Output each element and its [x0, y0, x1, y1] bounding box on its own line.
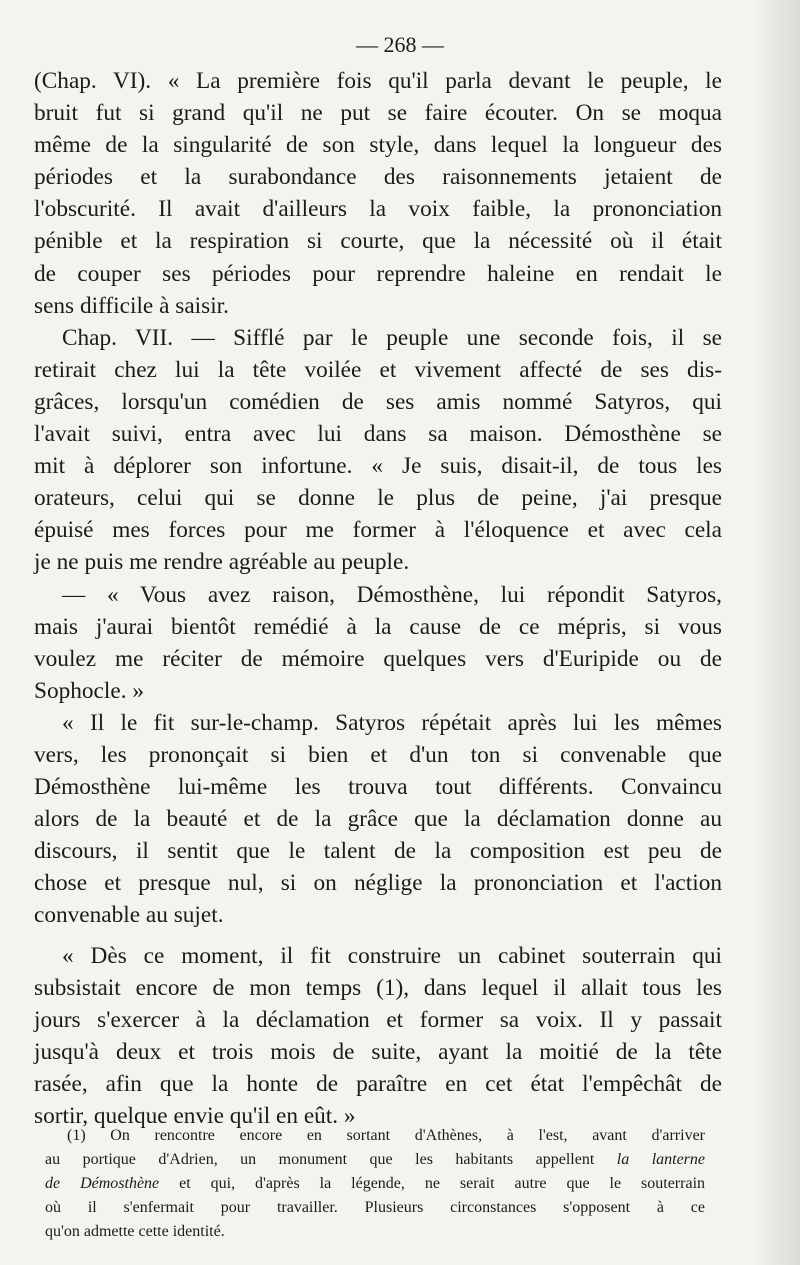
text-line: Chap. VII. — Sifflé par le peuple une seconde fois, il se	[62, 324, 722, 351]
text-line: bruit fut si grand qu'il ne put se faire écouter. On se moqua	[34, 100, 722, 127]
text-line: subsistait encore de mon temps (1), dans lequel il allait tous les	[34, 974, 722, 1001]
text-line: orateurs, celui qui se donne le plus de peine, j'ai presque	[34, 485, 722, 512]
footnote-italic-text: la lanterne	[616, 1151, 706, 1168]
footnote-line: qu'on admette cette identité.	[45, 1223, 225, 1240]
text-line: chose et presque nul, si on néglige la prononciation et l'action	[34, 870, 722, 897]
paragraph-sur-le-champ	[34, 707, 722, 932]
text-line: — « Vous avez raison, Démosthène, lui répondit Satyros,	[62, 581, 722, 608]
text-line: épuisé mes forces pour me former à l'éloquence et avec cela	[34, 517, 722, 544]
footnote-text: au portique d'Adrien, un monument que les habitants appellent	[45, 1151, 617, 1168]
footnote-line	[45, 1172, 705, 1196]
footnote-text: et qui, d'après la légende, ne serait autre que le souterrain	[159, 1175, 706, 1192]
text-line: jours s'exercer à la déclamation et former sa voix. Il y passait	[34, 1006, 722, 1033]
paragraph-chap-vii	[34, 322, 722, 579]
paragraph-chap-vi	[34, 65, 722, 322]
footnote-line: (1) On rencontre encore en sortant d'Athènes, à l'est, avant d'arriver	[67, 1127, 705, 1144]
footnote-line: où il s'enfermait pour travailler. Plusieurs circonstances s'opposent à ce	[45, 1199, 705, 1216]
text-line: « Il le fit sur-le-champ. Satyros répétait après lui les mêmes	[62, 709, 722, 736]
text-line: Démosthène lui-même les trouva tout différents. Convaincu	[34, 774, 722, 801]
text-line: sens difficile à saisir.	[34, 292, 229, 319]
text-line: périodes et la surabondance des raisonnements jetaient de	[34, 164, 722, 191]
text-line: même de la singularité de son style, dans lequel la longueur des	[34, 132, 722, 159]
text-line: vers, les prononçait si bien et d'un ton si convenable que	[34, 741, 722, 768]
text-line: (Chap. VI). « La première fois qu'il parla devant le peuple, le	[34, 68, 722, 94]
page-number: — 268 —	[356, 32, 444, 57]
paragraph-satyros-reply	[34, 579, 722, 707]
text-line: « Dès ce moment, il fit construire un cabinet souterrain qui	[62, 942, 722, 969]
footnote-italic-text: de Démosthène	[45, 1175, 160, 1192]
text-line: pénible et la respiration si courte, que la nécessité où il était	[34, 228, 722, 255]
text-line: sortir, quelque envie qu'il en eût. »	[34, 1103, 356, 1129]
text-line: grâces, lorsqu'un comédien de ses amis nommé Satyros, qui	[34, 388, 722, 415]
text-line: jusqu'à deux et trois mois de suite, ayant la moitié de la tête	[34, 1038, 722, 1065]
footnote-line	[45, 1148, 705, 1172]
text-line: l'obscurité. Il avait d'ailleurs la voix faible, la prononciation	[34, 196, 722, 223]
text-line: mit à déplorer son infortune. « Je suis, disait-il, de tous les	[34, 453, 722, 480]
text-line: de couper ses périodes pour reprendre haleine en rendait le	[34, 260, 722, 287]
text-line: alors de la beauté et de la grâce que la déclamation donne au	[34, 806, 722, 833]
text-line: rasée, afin que la honte de paraître en cet état l'empêchât de	[34, 1070, 722, 1097]
text-line: voulez me réciter de mémoire quelques vers d'Euripide ou de	[34, 645, 722, 672]
text-line: mais j'aurai bientôt remédié à la cause de ce mépris, si vous	[34, 613, 722, 640]
footnote	[45, 1124, 705, 1244]
text-line: je ne puis me rendre agréable au peuple.	[34, 549, 410, 576]
text-line: l'avait suivi, entra avec lui dans sa maison. Démosthène se	[34, 421, 722, 448]
text-line: convenable au sujet.	[34, 902, 224, 929]
paragraph-souterrain	[34, 940, 722, 1133]
text-line: discours, il sentit que le talent de la composition est peu de	[34, 838, 722, 865]
text-line: Sophocle. »	[34, 677, 145, 704]
text-line: retirait chez lui la tête voilée et vivement affecté de ses dis-	[34, 356, 722, 383]
main-text	[34, 65, 722, 1132]
